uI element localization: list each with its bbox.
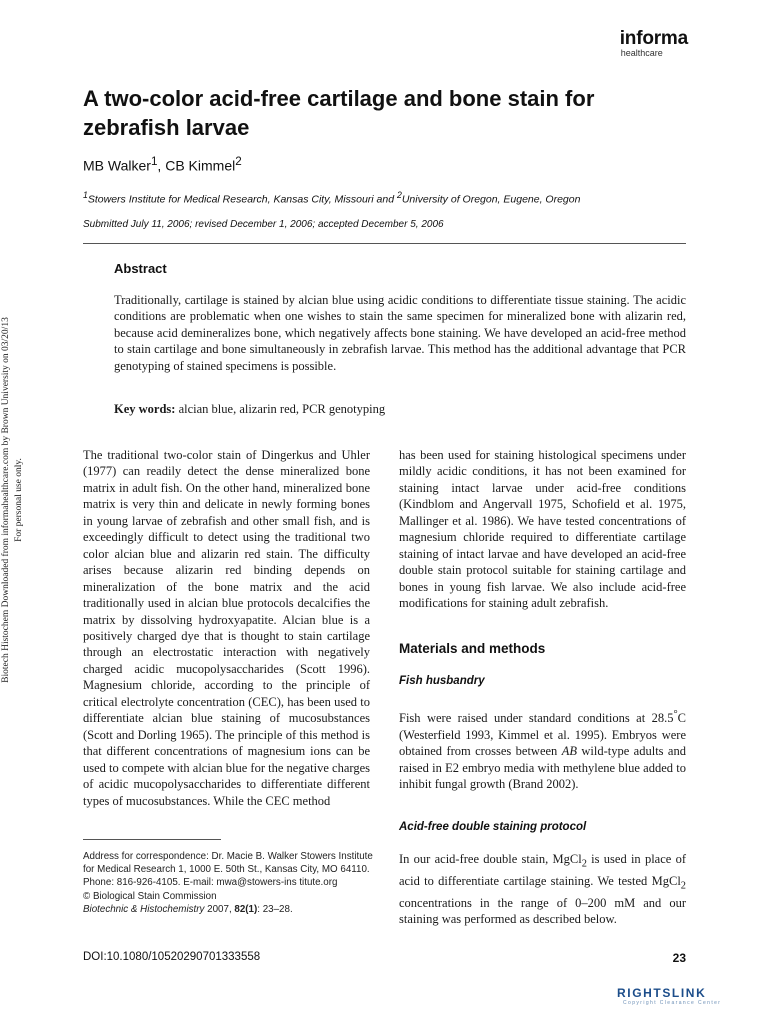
publisher-name: informa bbox=[619, 28, 688, 49]
keywords-label: Key words: bbox=[114, 402, 176, 416]
subscript-2: 2 bbox=[680, 880, 686, 892]
affil-mark-2: 2 bbox=[396, 190, 402, 200]
body-left-column bbox=[83, 447, 370, 809]
strain-name: AB bbox=[561, 744, 577, 759]
subsection-heading-husbandry: Fish husbandry bbox=[399, 675, 485, 687]
intro-paragraph: The traditional two-color stain of Dingerkus and Uhler (1977) can readily detect the dense mineralized bone matrix in adult fish. On the other hand, mineralized bone matrix is very thin and delicate in newly forming bones in young larvae of zebrafish and other small fish, and is exceedingly difficult to detect using the traditional two color alcian blue and alizarin red stain. The difficulty arises because alizarin red binding depends on mineralization of the bone matrix and the acid traditionally used in alcian blue protocols decalcifies the matrix by dissolving hydroxyapatite. Alcian blue is a positively charged dye that is thought to stain cartilage through an electrostatic interaction with negatively charged acidic mucopolysaccharides (Scott 1996). Magnesium chloride, according to the principle of critical electrolyte concentration (CEC), has been used to differentiate alcian blue staining of mucosubstances (Scott and Dorling 1965). The principle of this method is that different concentrations of magnesium ions can be used to compete with alcian blue for the negative charges of acidic mucopolysaccharides to differentiate different types of mucosubstances. While the CEC method bbox=[83, 448, 370, 808]
publisher-logo bbox=[620, 28, 688, 58]
publisher-subname: healthcare bbox=[620, 48, 663, 58]
page-number: 23 bbox=[672, 951, 686, 965]
journal-name: Biotechnic & Histochemistry bbox=[83, 903, 205, 915]
protocol-paragraph bbox=[399, 851, 686, 928]
download-notice-line2: For personal use only. bbox=[14, 458, 24, 542]
author-1-affil-mark: 1 bbox=[150, 155, 158, 168]
doi: DOI:10.1080/10520290701333558 bbox=[83, 951, 261, 963]
download-notice bbox=[0, 290, 40, 710]
protocol-text-2: is used in place of acid to differentiate cartilage staining. We tested MgCl bbox=[399, 852, 686, 888]
copyright-line: © Biological Stain Commission bbox=[83, 890, 217, 902]
journal-year: 2007, bbox=[204, 903, 235, 915]
keywords-list: alcian blue, alizarin red, PCR genotyping bbox=[178, 402, 386, 416]
affil-text-2: University of Oregon, Eugene, Oregon bbox=[401, 193, 581, 206]
abstract-text: Traditionally, cartilage is stained by alcian blue using acidic conditions to differentiate tissue staining. The acidic conditions are problematic when one wishes to stain the same specimen for mineralized bone with alizarin red, because acid demineralizes bone, which negatively affects bone staining. We have developed an acid-free method to stain cartilage and bone simultaneously in zebrafish larvae. This method has the additional advantage that PCR genotyping of stained specimens is possible. bbox=[114, 293, 686, 373]
affiliations bbox=[83, 190, 580, 206]
protocol-text-3: concentrations in the range of 0–200 mM and our staining was performed as described below. bbox=[399, 895, 686, 927]
download-notice-line1: Biotech Histochem Downloaded from informahealthcare.com by Brown University on 03/20/13 bbox=[1, 317, 11, 683]
author-2: CB Kimmel bbox=[165, 157, 236, 174]
husbandry-text-2: C (Westerfield 1993, Kimmel et al. 1995). Embryos were obtained from crosses between bbox=[399, 711, 686, 759]
husbandry-paragraph bbox=[399, 707, 686, 792]
rightslink-word: RIGHTSLINK bbox=[617, 986, 707, 1000]
article-title: A two-color acid-free cartilage and bone stain for zebrafish larvae bbox=[83, 86, 595, 140]
journal-pages: : 23–28. bbox=[257, 903, 293, 915]
footnote bbox=[83, 850, 373, 916]
degree-mark: ° bbox=[673, 709, 678, 720]
correspondence-address: Address for correspondence: Dr. Macie B. Walker Stowers Institute for Medical Research 1, 1000 E. 50th St., Kansas City, MO 64110. Phone: 816-926-4105. E-mail: mwa@stowers-ins titute.org bbox=[83, 851, 373, 889]
journal-volume: 82(1) bbox=[234, 903, 258, 915]
author-separator: , bbox=[157, 157, 166, 174]
husbandry-text-3: wild-type adults and raised in E2 embryo media with methylene blue added to inhibit fungal growth (Brand 2002). bbox=[399, 744, 686, 791]
protocol-text-1: In our acid-free double stain, MgCl bbox=[399, 852, 582, 866]
keywords bbox=[114, 402, 385, 417]
header-divider bbox=[83, 243, 686, 244]
journal-citation bbox=[83, 903, 373, 916]
affil-text-1: Stowers Institute for Medical Research, Kansas City, Missouri and bbox=[87, 193, 397, 206]
author-1: MB Walker bbox=[83, 157, 151, 174]
intro-continuation: has been used for staining histological specimens under mildly acidic conditions, it has not been examined for staining intact larvae under acid-free conditions (Kindblom and Angervall 1975, Schofield et al. 1975, Mallinger et al. 1986). We have tested concentrations of magnesium chloride required to differentiate cartilage staining of intact larvae and have developed an acid-free double stain protocol suitable for staining cartilage and bones in young fish larvae. We also include acid-free modifications for staining adult zebrafish. bbox=[399, 448, 686, 611]
author-list bbox=[83, 155, 242, 174]
rightslink-logo bbox=[617, 986, 757, 1010]
rightslink-subtitle: Copyright Clearance Center bbox=[623, 1000, 722, 1006]
affil-mark-1: 1 bbox=[83, 190, 88, 200]
author-2-affil-mark: 2 bbox=[235, 155, 242, 168]
subsection-heading-protocol: Acid-free double staining protocol bbox=[399, 821, 587, 833]
footnote-divider bbox=[83, 839, 221, 840]
abstract-heading: Abstract bbox=[114, 261, 167, 276]
subscript-1: 2 bbox=[581, 858, 587, 870]
body-right-column-intro bbox=[399, 447, 686, 612]
husbandry-text-1: Fish were raised under standard conditions at 28.5 bbox=[399, 711, 674, 726]
section-heading-methods: Materials and methods bbox=[399, 641, 546, 656]
submission-dates: Submitted July 11, 2006; revised December 1, 2006; accepted December 5, 2006 bbox=[83, 219, 444, 230]
